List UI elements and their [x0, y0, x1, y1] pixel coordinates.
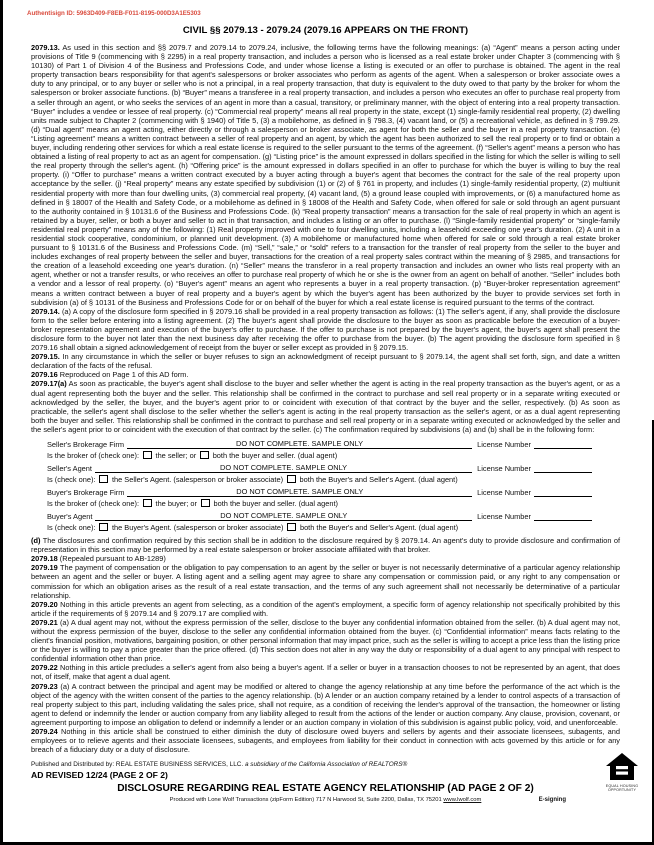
publisher-subsidiary-text: a subsidiary of the California Association of REALTORS® — [244, 761, 408, 769]
license-number-label: License Number — [477, 440, 531, 450]
revision-line: AD REVISED 12/24 (PAGE 2 OF 2) — [31, 770, 168, 781]
esigning-label: E-signing — [538, 797, 566, 804]
sellers-brokerage-firm-blank[interactable] — [127, 439, 472, 449]
statute-number: 2079.18 — [31, 554, 58, 564]
statute-text: (a) A contract between the principal and agent may be modified or altered to change the agency relationship at any time before the performance of the act which is the object of the agency with the written consent of the parties to the agency relationship. (b) A lender or an auction company retained by a lender to control aspects of a transaction of real property subject to this part, including validating the sales price, shall not require, as a condition of receiving the lender's approval of the transaction, the homeowner or listing agent to defend or indemnify the lender or auction company from any liability alleged to result from the actions of the lender or auction company. Any clause, provision, covenant, or agreement purporting to impose an obligation to defend or indemnify a lender or an auction company in violation of this subdivision is against public policy, void, and unenforceable. — [31, 681, 620, 727]
check-option: both the buyer and seller. (dual agent) — [213, 498, 339, 508]
statute-2079-13 — [31, 43, 620, 307]
produced-line — [31, 797, 620, 803]
form-title: DISCLOSURE REGARDING REAL ESTATE AGENCY RELATIONSHIP (AD PAGE 2 OF 2) — [117, 783, 534, 795]
field-label: Seller's Agent — [47, 464, 92, 474]
statute-2079-17 — [31, 379, 620, 434]
statute-text: As used in this section and §§ 2079.7 and 2079.14 to 2079.24, inclusive, the following terms have the following meanings: (a) “Agent” means a person acting under provisions of Title 9 (commencing with § 2295) in a real property transaction, and includes a person who is licensed as a real estate broker under Chapter 3 (commencing with § 10130) of Part 1 of Division 4 of the Business and Professions Code, and under whose license a listing is executed or an offer to purchase is obtained. The agent in the real property transaction bears responsibility for that agent's salespersons or broker associates who perform as agents of the agent. When a salesperson or broker associate owes a duty to any principal, or to any buyer or seller who is not a principal, in a real property transaction, that duty is equivalent to the duty owed to that party by the broker for whom the salesperson or broker associate functions. (b) “Buyer” means a transferee in a real property transaction, and includes a person who executes an offer to purchase real property from a seller through an agent, or who seeks the services of an agent in more than a casual, transitory, or preliminary manner, with the object of entering into a real property transaction. “Buyer” includes a vendee or lessee of real property. (c) “Commercial real property” means all real property in the state, except (1) single-family residential real property, (2) dwelling units made subject to Chapter 2 (commencing with § 1940) of Title 5, (3) a mobilehome, as defined in § 798.3, (4) vacant land, or (5) a recreational vehicle, as defined in § 799.29. (d) “Dual agent” means an agent acting, either directly or through a salesperson or broker associate, as agent for both the seller and the buyer in a real property transaction. (e) “Listing agreement” means a written contract between a seller of real property and an agent, by which the agent has been authorized to sell the real property or to find or obtain a buyer, including rendering other services for which a real estate license is required to the seller pursuant to the terms of the agreement. (f) “Seller's agent” means a person who has obtained a listing of real property to act as an agent for compensation. (g) “Listing price” is the amount expressed in dollars specified in the listing for which the seller is willing to sell the real property through the seller's agent. (h) “Offering price” is the amount expressed in dollars specified in an offer to purchase for which the buyer is willing to buy the real property. (i) “Offer to purchase” means a written contract executed by a buyer acting through a buyer's agent that becomes the contract for the sale of the real property upon acceptance by the seller. (j) “Real property” means any estate specified by subdivision (1) or (2) of § 761 in property, and includes (1) single-family residential property, (2) multiunit residential property with more than four dwelling units, (3) commercial real property, (4) vacant land, (5) a ground lease coupled with improvements, or (6) a manufactured home as defined in § 18007 of the Health and Safety Code, or a mobilehome as defined in § 18008 of the Health and Safety Code, when offered for sale or sold through an agent pursuant to the authority contained in § 10131.6 of the Business and Professions Code. (k) “Real property transaction” means a transaction for the sale of real property in which an agent is retained by a buyer, seller, or both a buyer and seller to act in that transaction, and includes a listing or an offer to purchase. (l) “Single-family residential property” or “single-family residential real property” means any of the following: (1) Real property improved with one to four dwelling units, including a leasehold exceeding one year's duration. (2) A unit in a residential stock cooperative, condominium, or planned unit development. (3) A mobilehome or manufactured home when offered for sale or sold through a real estate broker pursuant to § 10131.6 of the Business and Professions Code. (m) “Sell,” “sale,” or “sold” refers to a transaction for the transfer of real property from the seller to the buyer and includes exchanges of real property between the seller and buyer, transactions for the creation of a real property sales contract within the meaning of § 2985, and transactions for the creation of a leasehold exceeding one year's duration. (n) “Seller” means the transferor in a real property transaction and includes an owner who lists real property with an agent, whether or not a transfer results, or who receives an offer to purchase real property of which he or she is the owner from an agent on behalf of another. “Seller” includes both a vendor and a lessor of real property. (o) “Buyer's agent” means an agent who represents a buyer in a real property transaction. (p) “Buyer-broker representation agreement” means a written contract between a buyer of real property and a buyer's agent by which the buyer's agent has been authorized by the buyer to provide services set forth in subdivision (a) of § 10131 of the Business and Professions Code for or on behalf of the buyer for which a real estate license is required pursuant to the terms of the contract. — [31, 43, 620, 307]
check-prefix: Is the broker of (check one): — [47, 450, 140, 460]
check-option: the seller; or — [155, 450, 197, 460]
lwolf-link[interactable]: www.lwolf.com — [443, 797, 482, 804]
check-prefix: Is the broker of (check one): — [47, 498, 140, 508]
statute-2079-21 — [31, 618, 620, 663]
statute-text: Nothing in this article prevents an agent from selecting, as a condition of the agent's employment, a specific form of agency relationship not specifically prohibited by this article if the requirements of § 2079.14 and § 2079.17 are complied with. — [31, 599, 620, 618]
statute-number: 2079.15. — [31, 352, 60, 362]
sample-text: DO NOT COMPLETE. SAMPLE ONLY — [236, 439, 364, 449]
statute-text: As soon as practicable, the buyer's agent shall disclose to the buyer and seller whether the agent is acting in the real property transaction as the buyer's agent, or as a dual agent representing both the buyer and the seller. This relationship shall be confirmed in the contract to purchase and sell real property or in a separate writing executed or acknowledged by the seller, the buyer, and the buyer's agent prior to or coincident with execution of that contract by the buyer and the seller, respectively. (b) As soon as practicable, the seller's agent shall disclose to the seller whether the seller's agent is acting in the real property transaction as the seller's agent, or as a dual agent representing both the buyer and seller. This relationship shall be confirmed in the contract to purchase and sell real property or in a separate writing executed or acknowledged by the seller and the seller's agent prior to or coincident with the execution of that contract by the seller. (c) The confirmation required by subdivisions (a) and (b) shall be in the following form: — [31, 379, 620, 434]
checkbox-buyers-agent[interactable] — [99, 523, 108, 532]
statute-number: 2079.21 — [31, 617, 58, 627]
statute-2079-17d — [31, 536, 620, 554]
field-label: Buyer's Agent — [47, 512, 93, 522]
statute-2079-14 — [31, 307, 620, 352]
checkbox-dual-agent[interactable] — [287, 475, 296, 484]
sample-text: DO NOT COMPLETE. SAMPLE ONLY — [220, 463, 348, 473]
statute-text: The disclosures and confirmation required by this section shall be in addition to the disclosure required by § 2079.14. An agent's duty to provide disclosure and confirmation of representation in this section may be performed by a real estate salesperson or broker associate affiliated with that broker. — [31, 536, 620, 555]
statute-number: 2079.24 — [31, 727, 58, 736]
page-title: CIVIL §§ 2079.13 - 2079.24 (2079.16 APPEARS ON THE FRONT) — [182, 25, 469, 36]
statute-2079-24 — [31, 727, 620, 754]
sellers-agent-check-row — [47, 473, 592, 485]
license-number-blank[interactable] — [534, 448, 592, 449]
check-option: the buyer; or — [155, 498, 198, 508]
checkbox-the-buyer[interactable] — [143, 499, 152, 508]
checkbox-both-buyer-seller[interactable] — [201, 499, 210, 508]
license-number-label: License Number — [477, 488, 531, 498]
check-option: the Seller's Agent. (salesperson or broker associate) — [111, 474, 284, 484]
produced-text: Produced with Lone Wolf Transactions (zipForm Edition) 717 N Harwood St, Suite 2200, Dallas, TX 75201 — [169, 797, 442, 804]
check-option: both the buyer and seller. (dual agent) — [212, 450, 338, 460]
statute-number: 2079.14. — [31, 306, 60, 316]
statute-2079-16 — [31, 370, 620, 379]
license-number-label: License Number — [477, 512, 531, 522]
page-footer — [31, 761, 620, 803]
statute-2079-15 — [31, 352, 620, 370]
check-prefix: Is (check one): — [47, 522, 96, 532]
buyer-broker-check-row — [47, 497, 592, 509]
statute-text: (a) A copy of the disclosure form specified in § 2079.16 shall be provided in a real property transaction as follows: (1) The seller's agent, if any, shall provide the disclosure form to the seller before entering into a listing agreement. (2) The buyer's agent shall provide the disclosure to the buyer as soon as practicable before the execution of a buyer-broker representation agreement and execution of the buyer's offer to purchase. If the offer to purchase is not prepared by the buyer's agent, the buyer's agent shall present the disclosure form to the buyer not later than the next business day after receiving the offer to purchase from the buyer. (b) The agent providing the disclosure form specified in § 2079.16 shall obtain a signed acknowledgement of receipt from the buyer or seller except as provided in § 2079.15. — [31, 306, 620, 353]
authentisign-id: Authentisign ID: 5963D409-F8EB-F011-8195-000D3A1E5303 — [27, 10, 201, 17]
check-prefix: Is (check one): — [47, 474, 96, 484]
equal-housing-house-icon — [605, 753, 639, 783]
statute-2079-20 — [31, 600, 620, 618]
statute-text: Nothing in this article precludes a seller's agent from also being a buyer's agent. If a seller or buyer in a transaction chooses to not be represented by an agent, that does not, of itself, make that agent a dual agent. — [31, 663, 620, 682]
statute-text: Nothing in this article shall be construed to either diminish the duty of disclosure owed buyers and sellers by agents and their associate licensees, subagents, and employees or to relieve agents and their associate licensees, subagents, and employees from liability for their conduct in connection with acts governed by this article or for any breach of a fiduciary duty or a duty of disclosure. — [31, 727, 620, 755]
statute-text: In any circumstance in which the seller or buyer refuses to sign an acknowledgment of receipt pursuant to § 2079.14, the agent shall set forth, sign, and date a written declaration of the facts of the refusal. — [31, 352, 620, 371]
checkbox-sellers-agent[interactable] — [99, 475, 108, 484]
statute-text: (a) A dual agent may not, without the express permission of the seller, disclose to the buyer any confidential information obtained from the seller. (b) A dual agent may not, without the express permission of the buyer, disclose to the seller any confidential information obtained from the buyer. (c) “Confidential information” means facts relating to the client's financial position, motivations, bargaining position, or other personal information that may impact price, such as the seller is willing to accept a price less than the listing price or the buyer is willing to pay a price greater than the price offered. (d) This section does not alter in any way the duty or responsibility of a dual agent to any principal with respect to confidential information other than price. — [31, 617, 620, 664]
sample-text: DO NOT COMPLETE. SAMPLE ONLY — [236, 487, 364, 497]
license-number-blank[interactable] — [534, 520, 592, 521]
statute-text: (Repealed pursuant to AB-1289) — [59, 554, 166, 564]
statute-number: 2079.13. — [31, 43, 60, 52]
license-number-blank[interactable] — [534, 472, 592, 473]
statute-number: 2079.16 — [31, 370, 58, 380]
check-option: both the Buyer's and Seller's Agent. (dual agent) — [299, 474, 458, 484]
statute-number: 2079.19 — [31, 563, 58, 573]
statute-number: 2079.23 — [31, 681, 58, 691]
statute-2079-18 — [31, 554, 620, 563]
sample-text: DO NOT COMPLETE. SAMPLE ONLY — [220, 511, 348, 521]
statute-2079-22 — [31, 663, 620, 681]
publisher-line — [31, 761, 620, 768]
statute-text: Reproduced on Page 1 of this AD form. — [59, 370, 189, 380]
buyers-agent-row — [47, 509, 592, 521]
statute-number: 2079.17(a) — [31, 379, 67, 389]
buyers-brokerage-firm-blank[interactable] — [127, 487, 472, 497]
field-label: Buyer's Brokerage Firm — [47, 488, 125, 498]
statute-2079-19 — [31, 563, 620, 599]
seller-broker-check-row — [47, 449, 592, 461]
scan-edge-left — [0, 0, 3, 845]
publisher-text: Published and Distributed by: REAL ESTATE BUSINESS SERVICES, LLC. — [31, 761, 245, 769]
license-number-blank[interactable] — [534, 496, 592, 497]
checkbox-both-buyer-seller[interactable] — [200, 451, 209, 460]
buyers-agent-blank[interactable] — [95, 511, 472, 521]
buyers-agent-check-row — [47, 521, 592, 533]
statute-2079-23 — [31, 682, 620, 727]
sellers-agent-row — [47, 461, 592, 473]
field-label: Seller's Brokerage Firm — [47, 440, 124, 450]
statute-number: 2079.20 — [31, 599, 58, 609]
checkbox-dual-agent[interactable] — [287, 523, 296, 532]
sellers-agent-blank[interactable] — [95, 463, 472, 473]
statute-number: (d) — [31, 536, 41, 546]
sellers-brokerage-firm-row — [47, 437, 592, 449]
license-number-label: License Number — [477, 464, 531, 474]
equal-housing-logo — [599, 753, 645, 792]
checkbox-the-seller[interactable] — [143, 451, 152, 460]
confirmation-sample-section — [31, 437, 620, 533]
statute-number: 2079.22 — [31, 663, 58, 673]
equal-housing-caption: EQUAL HOUSING OPPORTUNITY — [605, 784, 639, 793]
buyers-brokerage-firm-row — [47, 485, 592, 497]
check-option: both the Buyer's and Seller's Agent. (dual agent) — [299, 522, 459, 532]
statute-text: The payment of compensation or the obligation to pay compensation to an agent by the seller or buyer is not necessarily determinative of a particular agency relationship between an agent and the seller or buyer. A listing agent and a selling agent may agree to share any compensation or commission paid, or any right to any compensation or commission for which an obligation arises as the result of a real estate transaction, and the terms of any such agreement shall not necessarily be determinative of a particular relationship. — [31, 563, 621, 600]
check-option: the Buyer's Agent. (salesperson or broker associate) — [111, 522, 284, 532]
